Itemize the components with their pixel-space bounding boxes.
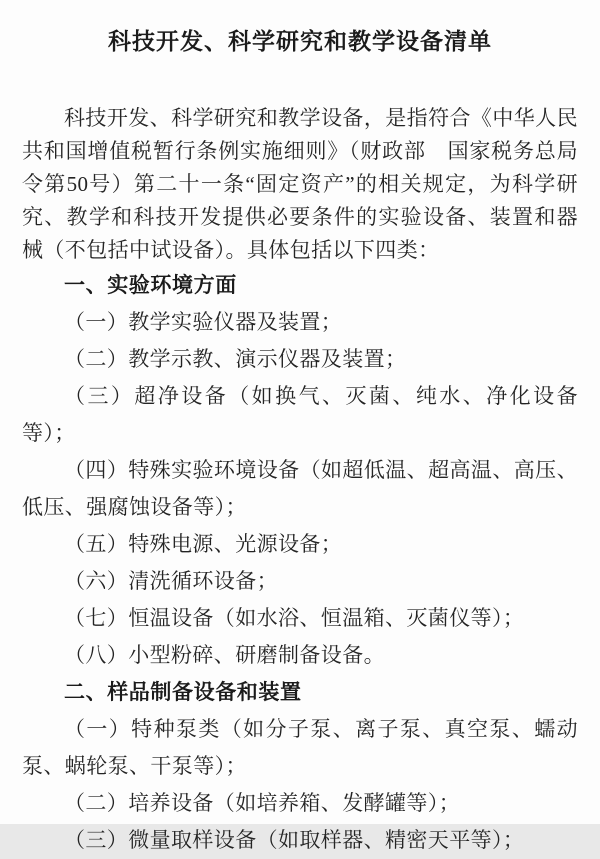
section-1-item-5: （五）特殊电源、光源设备； bbox=[64, 532, 343, 556]
section-1-heading: 一、实验环境方面 bbox=[64, 274, 237, 297]
section-2-heading: 二、样品制备设备和装置 bbox=[64, 681, 302, 704]
page-title: 科技开发、科学研究和教学设备清单 bbox=[108, 29, 492, 54]
section-1-item-4: （四）特殊实验环境设备（如超低温、超高温、高压、低压、强腐蚀设备等）； bbox=[22, 458, 578, 519]
section-1-item-8: （八）小型粉碎、研磨制备设备。 bbox=[64, 643, 385, 667]
section-1-item-7: （七）恒温设备（如水浴、恒温箱、灭菌仪等）； bbox=[64, 606, 525, 630]
section-2-item-3: （三）微量取样设备（如取样器、精密天平等）； bbox=[64, 828, 525, 852]
section-1-item-3: （三）超净设备（如换气、灭菌、纯水、净化设备等）； bbox=[22, 384, 578, 445]
section-1-item-2: （二）教学示教、演示仪器及装置； bbox=[64, 347, 407, 371]
section-2-item-2: （二）培养设备（如培养箱、发酵罐等）； bbox=[64, 791, 461, 815]
section-2-item-1: （一）特种泵类（如分子泵、离子泵、真空泵、蠕动泵、蜗轮泵、干泵等）； bbox=[22, 717, 578, 778]
section-1-item-6: （六）清洗循环设备； bbox=[64, 569, 278, 593]
section-1-item-1: （一）教学实验仪器及装置； bbox=[64, 310, 343, 334]
intro-paragraph: 科技开发、科学研究和教学设备，是指符合《中华人民共和国增值税暂行条例实施细则》（财政部 国家税务总局令第50号）第二十一条“固定资产”的相关规定，为科学研究、教学和科技开发提供必要条件的实验设备、装置和器械（不包括中试设备）。具体包括以下四类： bbox=[22, 106, 578, 262]
